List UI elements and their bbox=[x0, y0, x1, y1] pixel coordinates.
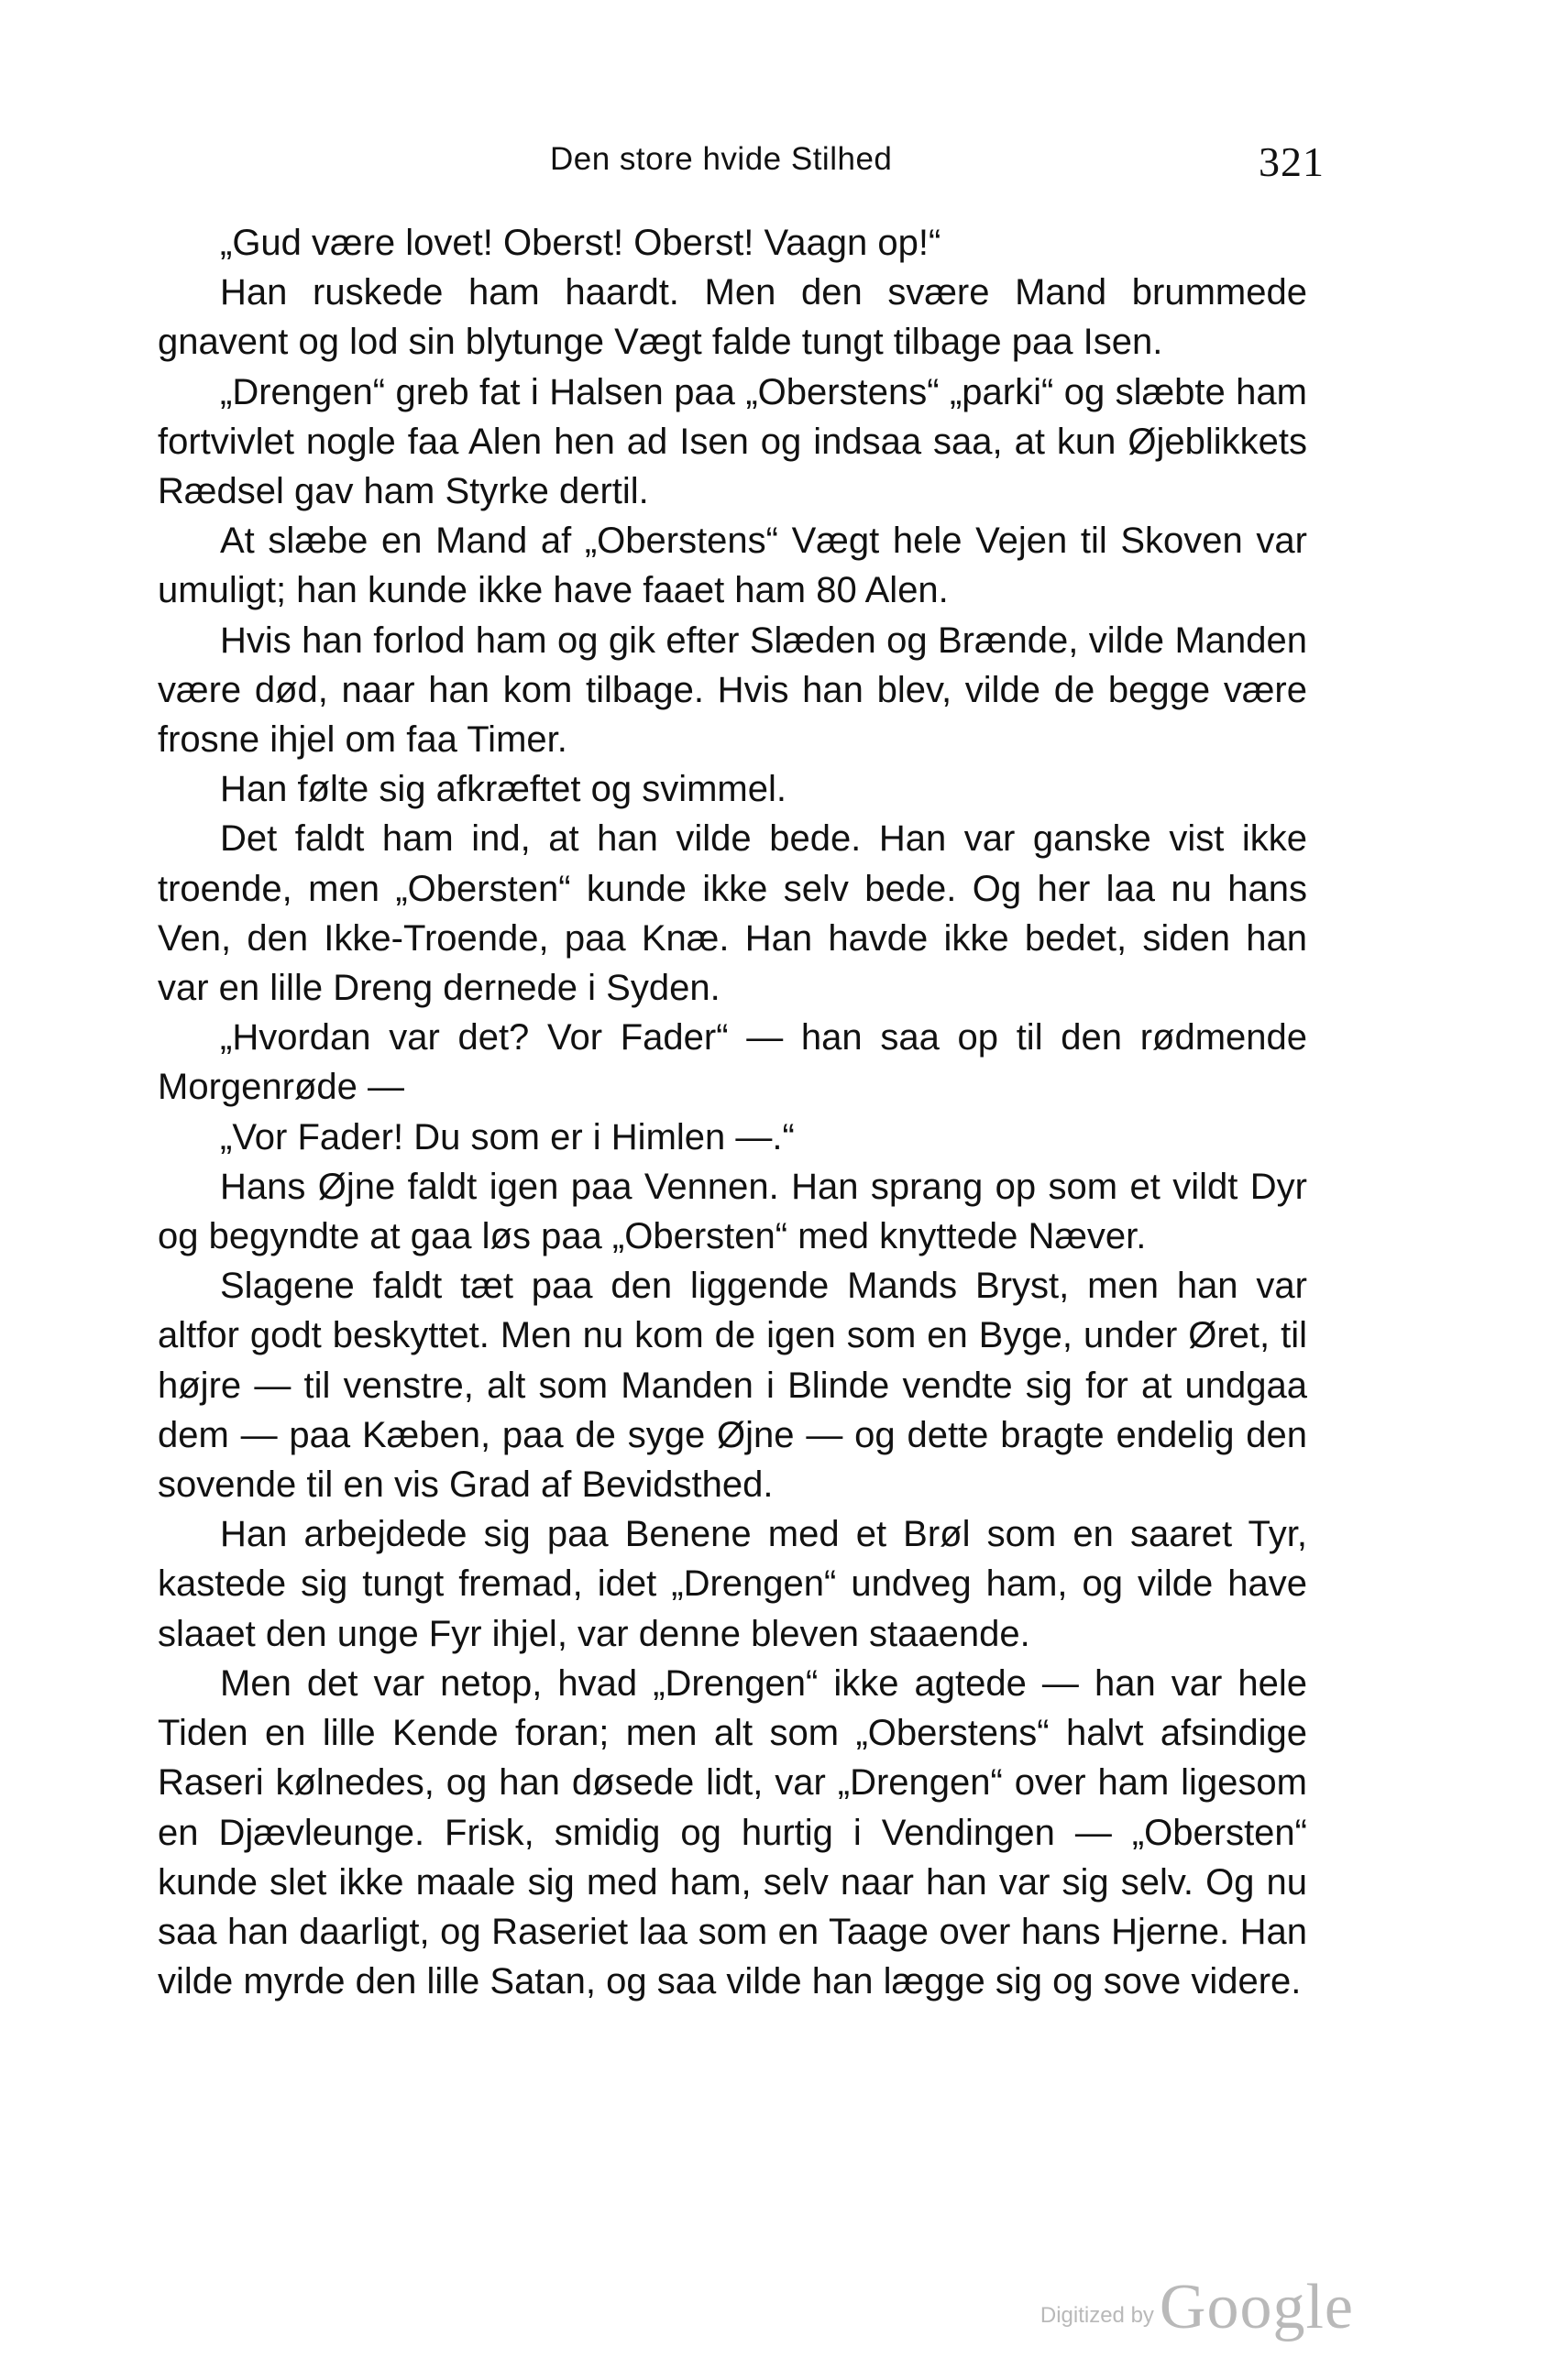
paragraph: Hvis han forlod ham og gik efter Slæden og Brænde, vilde Manden være død, naar han kom tilbage. Hvis han blev, vilde de begge være frosne ihjel om faa Timer. bbox=[158, 620, 1307, 761]
body-text bbox=[158, 218, 1307, 2006]
page-header bbox=[550, 137, 1325, 192]
paragraph: „Hvordan var det? Vor Fader“ — han saa op til den rødmende Morgenrøde — bbox=[158, 1017, 1307, 1108]
paragraph: „Gud være lovet! Oberst! Oberst! Vaagn op!“ bbox=[220, 223, 941, 263]
paragraph: Men det var netop, hvad „Drengen“ ikke agtede — han var hele Tiden en lille Kende foran; men alt som „Oberstens“ halvt afsindige Raseri kølnedes, og han døsede lidt, var „Drengen“ over ham ligesom en Djævleunge. Frisk, smidig og hurtig i Vendingen — „Obersten“ kunde slet ikke maale sig med ham, selv naar han var sig selv. Og nu saa han daarligt, og Raseriet laa som en Taage over hans Hjerne. Han vilde myrde den lille Satan, og saa vilde han lægge sig og sove videre. bbox=[158, 1662, 1307, 2002]
digitized-by-google-watermark bbox=[1040, 2271, 1354, 2344]
paragraph: Han ruskede ham haardt. Men den svære Mand brummede gnavent og lod sin blytunge Vægt falde tungt tilbage paa Isen. bbox=[158, 272, 1307, 363]
paragraph: Han arbejdede sig paa Benene med et Brøl som en saaret Tyr, kastede sig tungt fremad, idet „Drengen“ undveg ham, og vilde have slaaet den unge Fyr ihjel, var denne bleven staaende. bbox=[158, 1514, 1307, 1654]
running-title: Den store hvide Stilhed bbox=[550, 141, 893, 177]
paragraph: Det faldt ham ind, at han vilde bede. Han var ganske vist ikke troende, men „Obersten“ kunde ikke selv bede. Og her laa nu hans Ven, den Ikke-Troende, paa Knæ. Han havde ikke bedet, siden han var en lille Dreng dernede i Syden. bbox=[158, 818, 1307, 1009]
google-logo: Google bbox=[1159, 2272, 1354, 2342]
paragraph: „Vor Fader! Du som er i Himlen —.“ bbox=[220, 1116, 795, 1157]
paragraph: Han følte sig afkræftet og svimmel. bbox=[220, 769, 786, 810]
page-number: 321 bbox=[1259, 138, 1325, 185]
paragraph: At slæbe en Mand af „Oberstens“ Vægt hele Vejen til Skoven var umuligt; han kunde ikke have faaet ham 80 Alen. bbox=[158, 521, 1307, 611]
digitized-by-label: Digitized by bbox=[1040, 2303, 1154, 2328]
paragraph: Slagene faldt tæt paa den liggende Mands Bryst, men han var altfor godt beskyttet. Men nu kom de igen som en Byge, under Øret, til højre — til venstre, alt som Manden i Blinde vendte sig for at undgaa dem — paa Kæben, paa de syge Øjne — og dette bragte endelig den sovende til en vis Grad af Bevidsthed. bbox=[158, 1266, 1307, 1506]
paragraph: Hans Øjne faldt igen paa Vennen. Han sprang op som et vildt Dyr og begyndte at gaa løs paa „Obersten“ med knyttede Næver. bbox=[158, 1166, 1307, 1257]
paragraph: „Drengen“ greb fat i Halsen paa „Oberstens“ „parki“ og slæbte ham fortvivlet nogle faa Alen hen ad Isen og indsaa saa, at kun Øjeblikkets Rædsel gav ham Styrke dertil. bbox=[158, 371, 1307, 512]
